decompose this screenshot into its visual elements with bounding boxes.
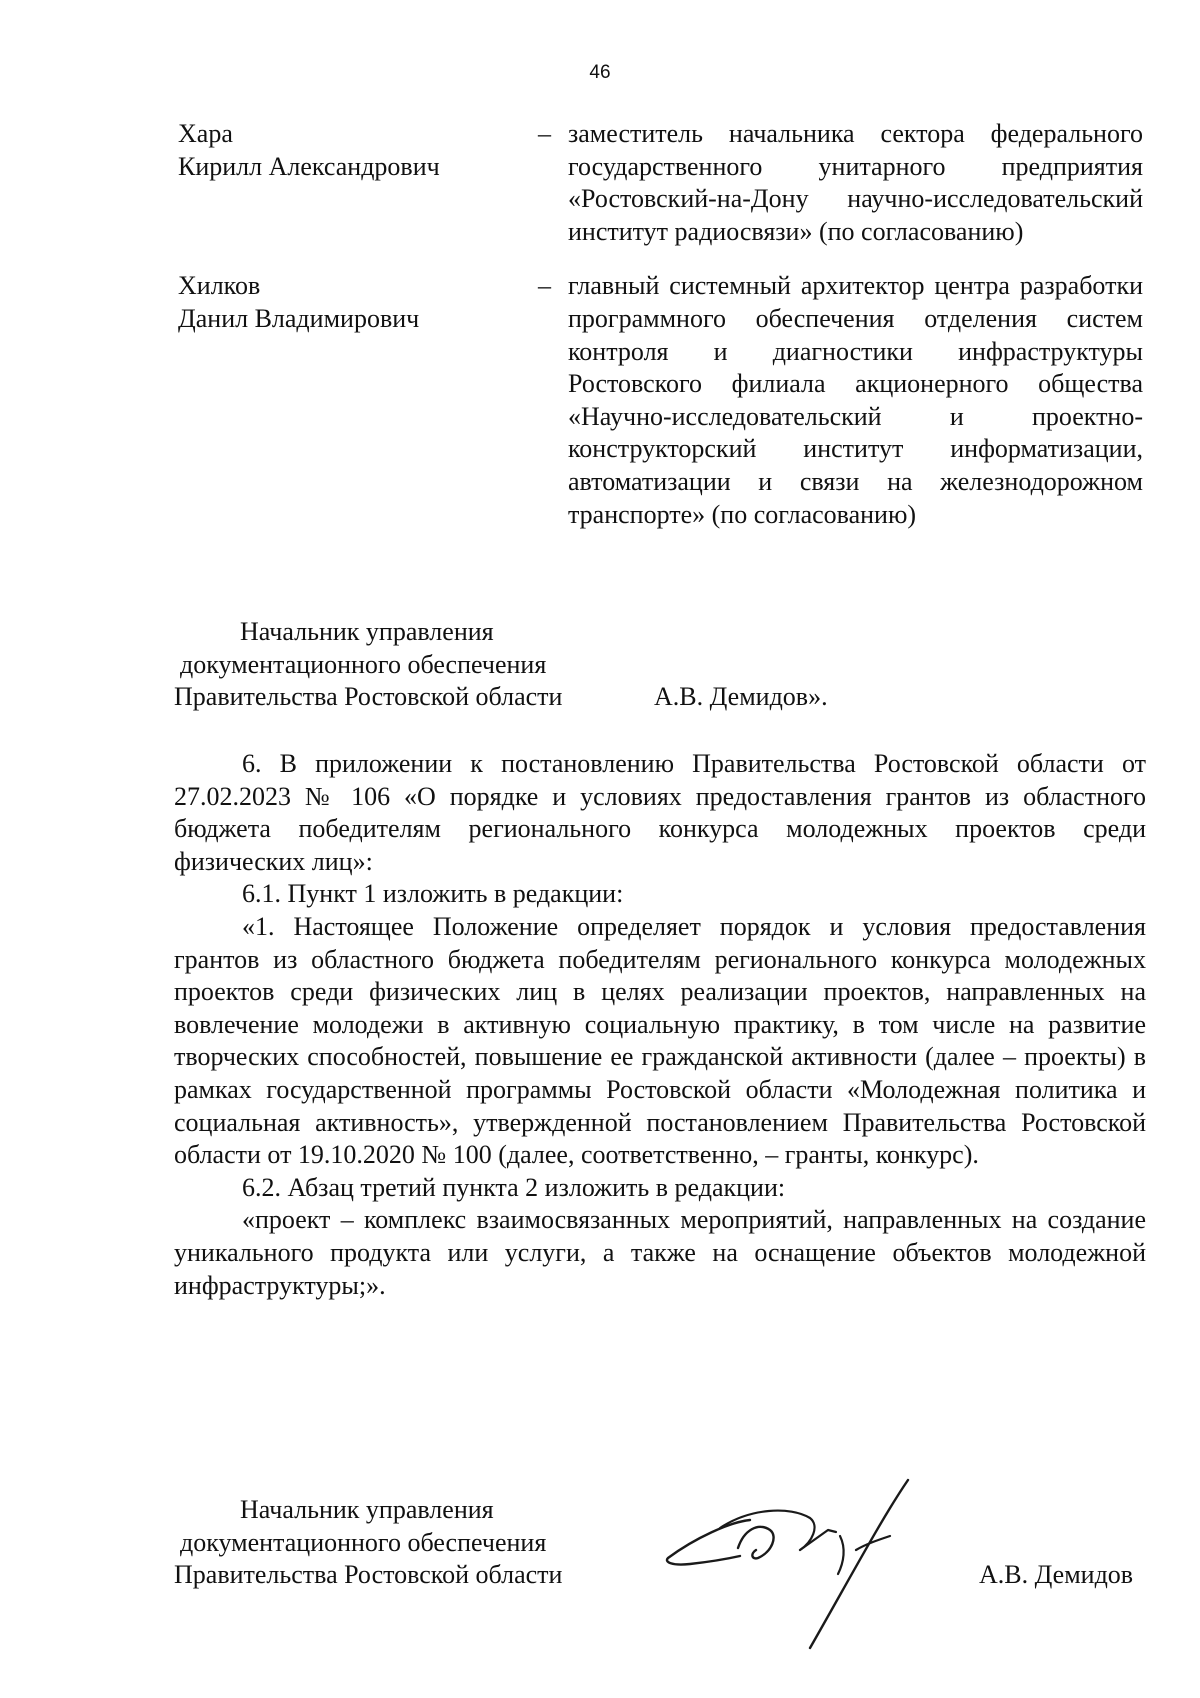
paragraph: 6.1. Пункт 1 изложить в редакции:: [242, 879, 624, 909]
member-entry: [178, 270, 1144, 531]
page-number: 46: [589, 62, 611, 83]
signatory-title-line: документационного обеспечения: [180, 1527, 547, 1557]
signatory-title-line: Правительства Ростовской области: [174, 682, 563, 712]
member-dash: –: [538, 271, 551, 301]
signatory-title-line: Начальник управления: [240, 617, 494, 646]
signature-block-appendix: [174, 616, 1154, 714]
signatory-title-line: документационного обеспечения: [180, 649, 547, 679]
member-description: заместитель начальника сектора федерального государственного унитарного предприятия «Ростовский-на-Дону научно-исследовательский институт радиосвязи» (по согласованию): [568, 119, 1143, 246]
member-surname: Хара: [178, 119, 233, 148]
member-given-names: Данил Владимирович: [178, 303, 420, 333]
signatory-title-line: Правительства Ростовской области: [174, 1560, 563, 1590]
amendment-text: [174, 748, 1146, 1302]
member-name: [178, 270, 538, 531]
member-description: главный системный архитектор центра разработки программного обеспечения отделения систем контроля и диагностики инфраструктуры Ростовского филиала акционерного общества «Научно-исследовательский и проектно-конструкторский институт информатизации, автоматизации и связи на железнодорожном транспорте» (по согласованию): [568, 271, 1143, 529]
paragraph: «1. Настоящее Положение определяет порядок и условия предоставления грантов из областного бюджета победителям регионального конкурса молодежных проектов среди физических лиц в целях реализации проектов, направленных на вовлечение молодежи в активную социальную практику, в том числе на развитие творческих способностей, повышение ее гражданской активности (далее – проекты) в рамках государственной программы Ростовской области «Молодежная политика и социальная активность», утвержденной постановлением Правительства Ростовской области от 19.10.2020 № 100 (далее, соответственно, – гранты, конкурс).: [174, 911, 1146, 1170]
member-entry: [178, 118, 1144, 248]
signatory-name: А.В. Демидов».: [654, 682, 828, 711]
signature-block-main: [174, 1494, 1154, 1592]
member-given-names: Кирилл Александрович: [178, 151, 440, 181]
paragraph: 6. В приложении к постановлению Правительства Ростовской области от 27.02.2023 № 106 «О порядке и условиях предоставления грантов из областного бюджета победителям регионального конкурса молодежных проектов среди физических лиц»:: [174, 749, 1146, 876]
member-name: [178, 118, 538, 248]
commission-member-list: [178, 118, 1144, 553]
signatory-title-line: Начальник управления: [240, 1495, 494, 1524]
paragraph: «проект – комплекс взаимосвязанных мероприятий, направленных на создание уникального продукта или услуги, а также на оснащение объектов молодежной инфраструктуры;».: [174, 1205, 1146, 1300]
paragraph: 6.2. Абзац третий пункта 2 изложить в редакции:: [242, 1172, 786, 1202]
member-dash: –: [538, 119, 551, 148]
signatory-name: А.В. Демидов: [979, 1560, 1134, 1589]
member-surname: Хилков: [178, 271, 261, 301]
